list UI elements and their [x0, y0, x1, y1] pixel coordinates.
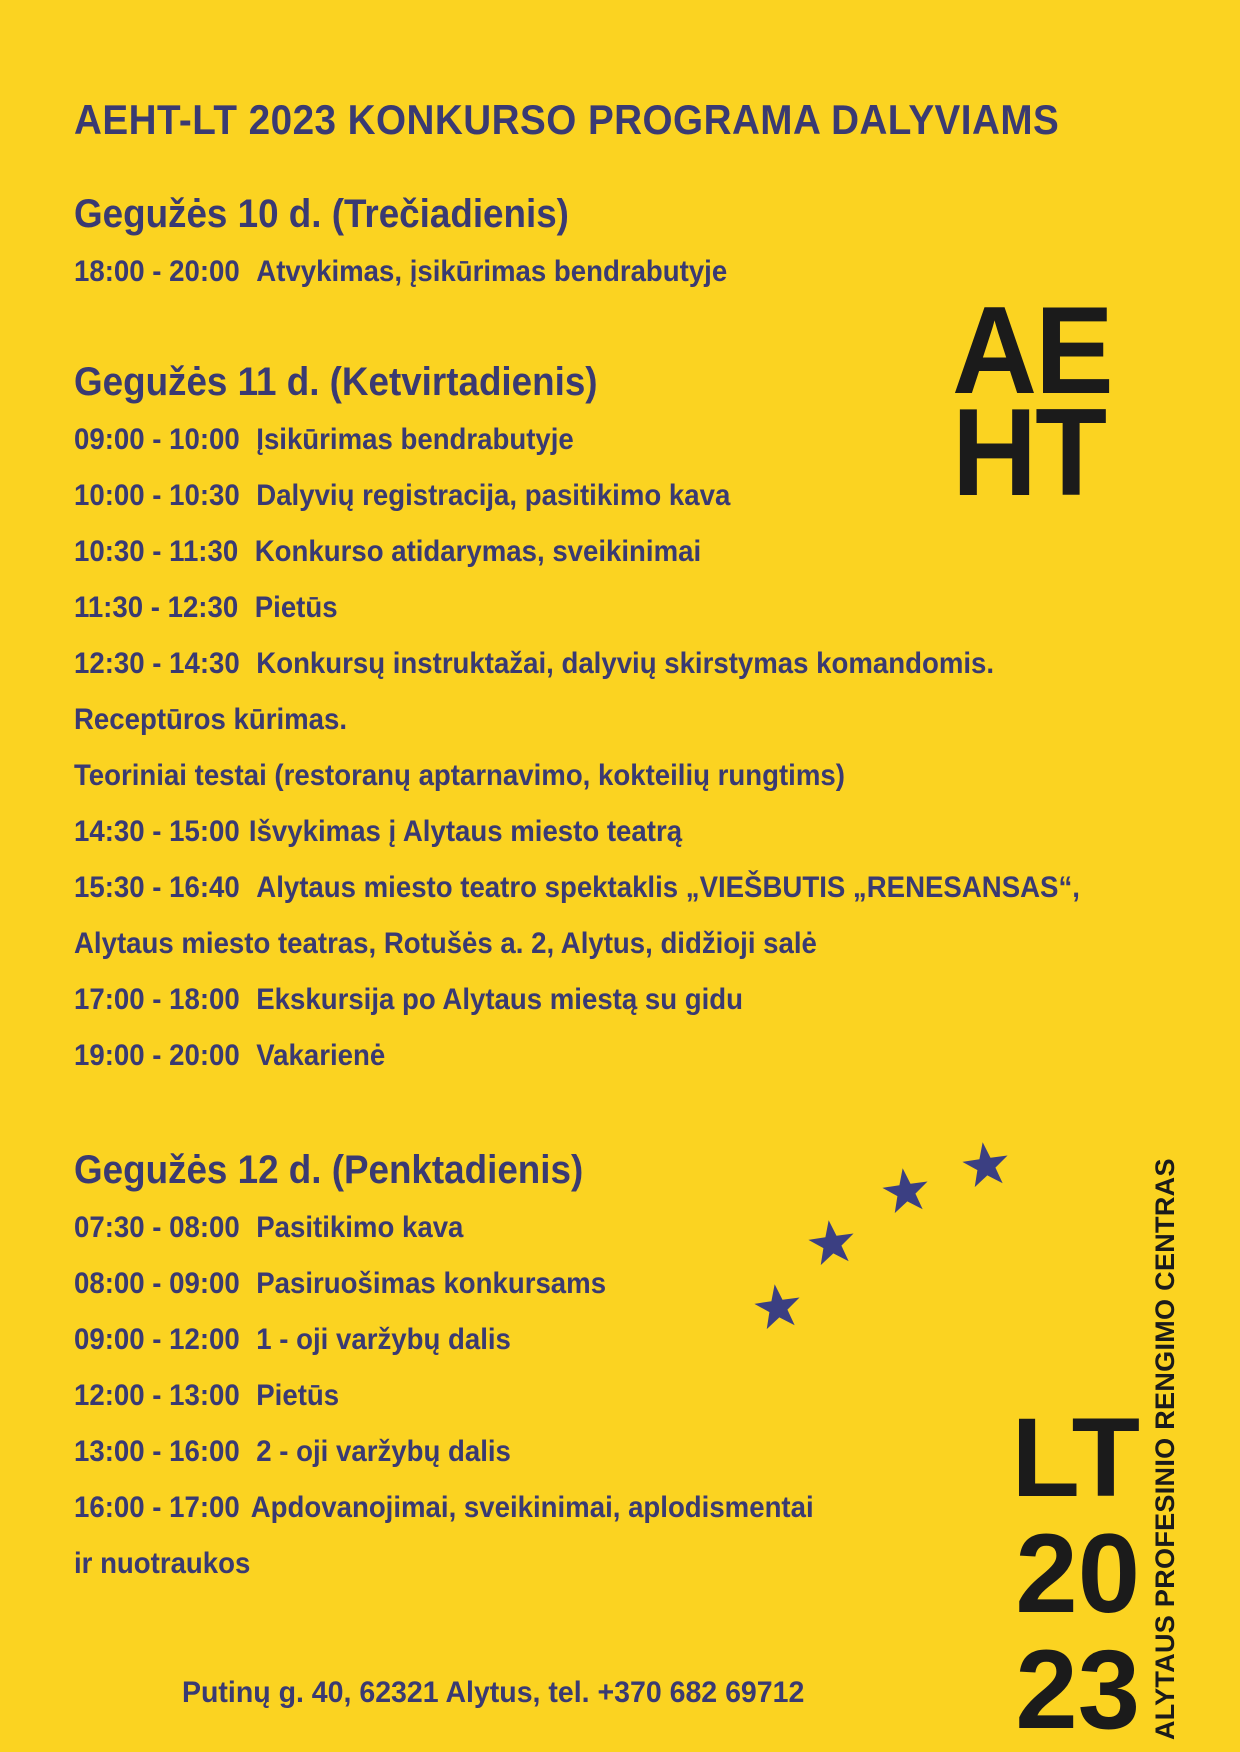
- schedule-item: [74, 591, 338, 625]
- item-time: 09:00 - 10:00: [74, 423, 240, 456]
- item-text: Vakarienė: [256, 1039, 386, 1072]
- aeht-logo: [952, 282, 1112, 522]
- schedule-item: [74, 1267, 606, 1301]
- item-time: 13:00 - 16:00: [74, 1435, 240, 1468]
- item-text: Pasiruošimas konkursams: [256, 1267, 607, 1300]
- schedule-item-continued: [74, 927, 817, 961]
- schedule-item: [74, 871, 1080, 905]
- item-text: Apdovanojimai, sveikinimai, aplodismentai: [250, 1491, 814, 1524]
- item-time: 17:00 - 18:00: [74, 983, 240, 1016]
- schedule-item: [74, 1323, 511, 1357]
- item-text: Konkursų instruktažai, dalyvių skirstymas komandomis.: [256, 647, 995, 680]
- schedule-item: [74, 1379, 339, 1413]
- schedule-item: [74, 255, 727, 289]
- star-icon: [806, 1217, 857, 1266]
- item-time: 12:00 - 13:00: [74, 1379, 240, 1412]
- item-time: 08:00 - 09:00: [74, 1267, 240, 1300]
- item-text: 2 - oji varžybų dalis: [256, 1435, 511, 1468]
- schedule-item: [74, 1039, 385, 1073]
- schedule-item: [74, 1491, 814, 1525]
- item-time: 14:30 - 15:00: [74, 815, 240, 848]
- item-time: 19:00 - 20:00: [74, 1039, 240, 1072]
- item-text: Pietūs: [256, 1379, 340, 1412]
- schedule-item: [74, 647, 994, 681]
- item-text: Teoriniai testai (restoranų aptarnavimo, kokteilių rungtims): [74, 759, 845, 792]
- item-text: Dalyvių registracija, pasitikimo kava: [256, 479, 731, 512]
- item-time: 07:30 - 08:00: [74, 1211, 240, 1244]
- contact-address: Putinų g. 40, 62321 Alytus, tel. +370 682 69712: [182, 1676, 805, 1709]
- item-text: Atvykimas, įsikūrimas bendrabutyje: [256, 255, 728, 288]
- lt-logo-line-2: 20: [1015, 1511, 1140, 1636]
- item-text: Alytaus miesto teatro spektaklis „VIEŠBUTIS „RENESANSAS“,: [256, 871, 1080, 904]
- star-arc-icon: [740, 1130, 1020, 1360]
- item-time: 09:00 - 12:00: [74, 1323, 240, 1356]
- lt-logo-line-3: 23: [1015, 1627, 1140, 1752]
- item-text: Pietūs: [254, 591, 338, 624]
- item-time: 10:30 - 11:30: [74, 535, 239, 568]
- item-text: Įsikūrimas bendrabutyje: [256, 423, 574, 456]
- star-icon: [880, 1165, 931, 1214]
- item-text: Ekskursija po Alytaus miestą su gidu: [256, 983, 744, 1016]
- day-heading-3: Gegužės 12 d. (Penktadienis): [74, 1148, 584, 1192]
- item-time: 18:00 - 20:00: [74, 255, 240, 288]
- star-icon: [752, 1281, 803, 1330]
- page-title: AEHT-LT 2023 KONKURSO PROGRAMA DALYVIAMS: [74, 96, 1060, 143]
- day-heading-1: Gegužės 10 d. (Trečiadienis): [74, 192, 569, 236]
- schedule-item: [74, 983, 743, 1017]
- schedule-item: [74, 815, 682, 849]
- item-text: Alytaus miesto teatras, Rotušės a. 2, Alytus, didžioji salė: [74, 927, 817, 960]
- item-text: Pasitikimo kava: [256, 1211, 464, 1244]
- aeht-logo-line-1: AE: [952, 282, 1112, 420]
- star-icon: [960, 1139, 1011, 1188]
- schedule-item: [74, 479, 730, 513]
- schedule-item: [74, 423, 574, 457]
- schedule-item-continued: [74, 703, 347, 737]
- day-heading-2: Gegužės 11 d. (Ketvirtadienis): [74, 360, 598, 404]
- lt-2023-logo: [940, 1395, 1140, 1752]
- item-time: 11:30 - 12:30: [74, 591, 239, 624]
- lt-logo-line-1: LT: [1011, 1395, 1140, 1520]
- item-time: 12:30 - 14:30: [74, 647, 240, 680]
- schedule-item: [74, 535, 701, 569]
- schedule-item: [74, 1435, 511, 1469]
- item-time: 10:00 - 10:30: [74, 479, 240, 512]
- schedule-item-continued: [74, 1547, 250, 1581]
- item-text: Receptūros kūrimas.: [74, 703, 348, 736]
- item-text: ir nuotraukos: [74, 1547, 251, 1580]
- item-time: 15:30 - 16:40: [74, 871, 240, 904]
- schedule-item: [74, 1211, 463, 1245]
- item-time: 16:00 - 17:00: [74, 1491, 240, 1524]
- organization-name: ALYTAUS PROFESINIO RENGIMO CENTRAS: [1150, 1158, 1180, 1740]
- schedule-item-continued: [74, 759, 845, 793]
- item-text: 1 - oji varžybų dalis: [256, 1323, 511, 1356]
- item-text: Išvykimas į Alytaus miesto teatrą: [248, 815, 683, 848]
- item-text: Konkurso atidarymas, sveikinimai: [254, 535, 702, 568]
- aeht-logo-line-2: HT: [952, 384, 1106, 522]
